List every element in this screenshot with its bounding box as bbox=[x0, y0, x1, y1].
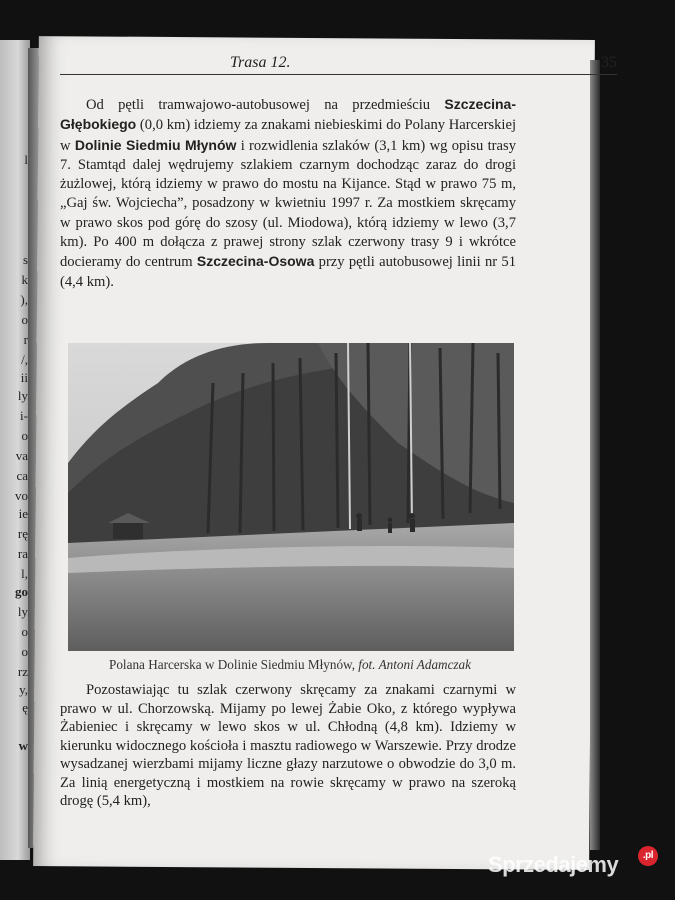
previous-page-fragment: o bbox=[21, 624, 28, 639]
previous-page-fragment: l, bbox=[21, 566, 28, 581]
previous-page-fragment: y, bbox=[19, 682, 28, 697]
page-edge-shadow bbox=[590, 60, 600, 850]
running-header bbox=[60, 52, 617, 75]
previous-page-fragment: l bbox=[24, 152, 28, 167]
photo-illustration bbox=[68, 343, 514, 651]
place-name: Dolinie Siedmiu Młynów bbox=[74, 136, 237, 153]
previous-page-fragment: o bbox=[21, 312, 28, 327]
previous-page-fragment: w bbox=[18, 738, 28, 753]
previous-page-fragment: ly bbox=[17, 388, 28, 403]
previous-page-fragment: i- bbox=[20, 408, 28, 423]
body-text-continued bbox=[60, 681, 516, 811]
paragraph bbox=[60, 95, 516, 292]
previous-page-fragment: o bbox=[21, 644, 28, 659]
watermark-badge: .pl bbox=[638, 846, 658, 866]
previous-page-fragment: ly bbox=[17, 604, 28, 619]
previous-page-fragment: ii bbox=[20, 370, 28, 385]
previous-page-fragment: ), bbox=[20, 292, 28, 307]
previous-page-fragment: rz bbox=[17, 664, 28, 679]
running-title: Trasa 12. bbox=[230, 54, 291, 71]
previous-page-fragment: ie bbox=[18, 506, 28, 521]
place-name: Szczecina-Głębokiego bbox=[60, 96, 516, 133]
previous-page-fragment: /, bbox=[21, 352, 28, 367]
previous-page-fragment: ę bbox=[22, 700, 28, 715]
watermark-logo bbox=[488, 850, 654, 878]
body-text bbox=[60, 95, 516, 292]
watermark-brand: Sprzedajemy bbox=[488, 852, 619, 877]
paragraph: Pozostawiając tu szlak czerwony skręcamy za znakami czarnymi w prawo w ul. Chorzowską. Mijamy po lewej Żabie Oko, z którego wypływa Żabieniec i skręcamy w lewo skos w ul. Chłodną (4,8 km). Idziemy w kierunku widocznego kościoła i masztu radiowego w Warszewie. Przy drodze wysadzanej wierzbami mijamy liczne głazy narzutowe o obwodzie do 3,0 m. Za linią energetyczną i mostkiem na rowie skręcamy w prawo na szeroką drogę (5,4 km), bbox=[60, 682, 516, 809]
previous-page-edge bbox=[0, 40, 30, 860]
previous-page-fragment: k bbox=[21, 272, 28, 287]
previous-page-fragment: rę bbox=[17, 526, 28, 541]
photo-credit: fot. Antoni Adamczak bbox=[358, 657, 471, 672]
place-name: Szczecina-Osowa bbox=[196, 253, 315, 270]
previous-page-fragment: s bbox=[22, 252, 28, 267]
text-run: i rozwidlenia szlaków (3,1 km) wg opisu trasy 7. Stamtąd dalej wędrujemy szlakiem czarnym dochodząc zaraz do drogi żużlowej, którą idziemy w prawo do mostu na Kijance. Stąd w prawo 75 m, „Gaj św. Wojciecha”, posadzony w kwietniu 1997 r. Za mostkiem skręcamy w prawo skos pod górę do szosy (ul. Miodowa), którą idziemy w lewo (3,7 km). Po 400 m dołącza z prawej strony szlak czerwony trasy 9 i wkrótce docieramy do centrum bbox=[60, 137, 516, 271]
page-number: 35 bbox=[601, 54, 617, 71]
previous-page-fragment: va bbox=[15, 448, 28, 463]
photo-caption bbox=[60, 657, 520, 673]
previous-page-fragment: go bbox=[15, 584, 28, 599]
previous-page-fragment: o bbox=[21, 428, 28, 443]
caption-text: Polana Harcerska w Dolinie Siedmiu Młynów, bbox=[109, 657, 359, 672]
previous-page-fragment: vo bbox=[15, 488, 28, 503]
previous-page-fragment: ra bbox=[17, 546, 28, 561]
text-run: Od pętli tramwajowo-autobusowej na przedmieściu bbox=[86, 97, 445, 113]
text-run: (0,0 km) idziemy za znakami niebieskimi do Polany Harcerskiej w bbox=[60, 117, 516, 154]
forest-clearing-photo bbox=[68, 343, 514, 651]
text-run: przy pętli autobusowej linii nr 51 (4,4 km). bbox=[60, 254, 516, 290]
previous-page-fragment: ca bbox=[16, 468, 28, 483]
previous-page-fragment: r bbox=[23, 332, 28, 347]
